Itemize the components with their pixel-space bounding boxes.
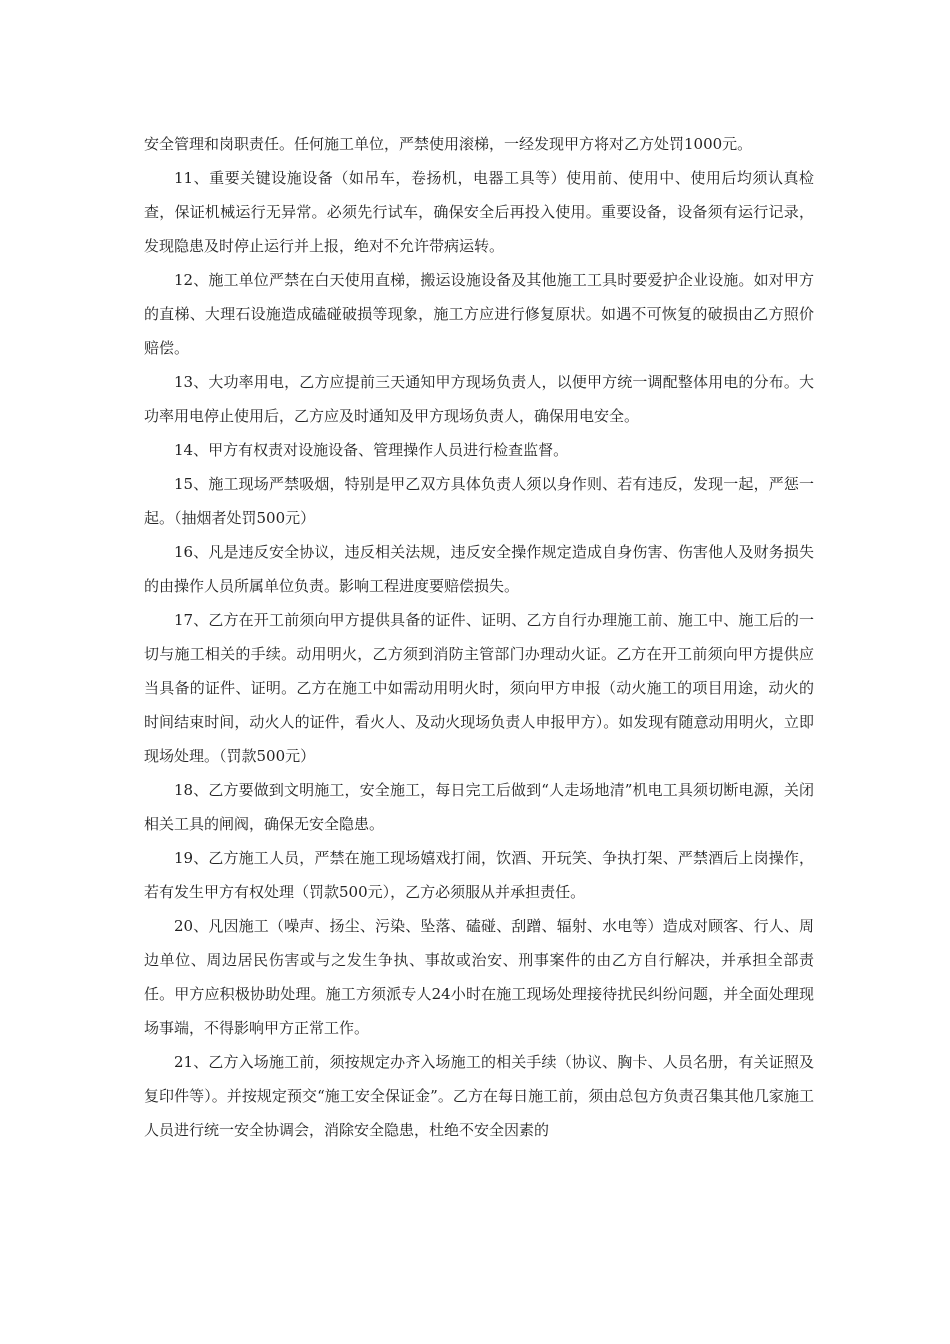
paragraph-continuation: 安全管理和岗职责任。任何施工单位，严禁使用滚梯，一经发现甲方将对乙方处罚1000元。 <box>144 135 753 153</box>
paragraph-item-18: 18、乙方要做到文明施工，安全施工，每日完工后做到“人走场地清”机电工具须切断电源，关闭相关工具的闸阀，确保无安全隐患。 <box>144 781 814 833</box>
paragraph-item-12: 12、施工单位严禁在白天使用直梯，搬运设施设备及其他施工工具时要爱护企业设施。如对甲方的直梯、大理石设施造成磕碰破损等现象，施工方应进行修复原状。如遇不可恢复的破损由乙方照价赔偿。 <box>144 271 814 357</box>
paragraph-item-20: 20、凡因施工（噪声、扬尘、污染、坠落、磕碰、刮蹭、辐射、水电等）造成对顾客、行人、周边单位、周边居民伤害或与之发生争执、事故或治安、刑事案件的由乙方自行解决，并承担全部责任。甲方应积极协助处理。施工方须派专人24小时在施工现场处理接待扰民纠纷问题，并全面处理现场事端，不得影响甲方正常工作。 <box>144 917 814 1037</box>
document-page <box>144 127 814 1147</box>
paragraph-item-14: 14、甲方有权责对设施设备、管理操作人员进行检查监督。 <box>174 441 569 459</box>
paragraph-item-11: 11、重要关键设施设备（如吊车，卷扬机，电器工具等）使用前、使用中、使用后均须认真检查，保证机械运行无异常。必须先行试车，确保安全后再投入使用。重要设备，设备须有运行记录，发现隐患及时停止运行并上报，绝对不允许带病运转。 <box>144 169 814 255</box>
paragraph-item-16: 16、凡是违反安全协议，违反相关法规，违反安全操作规定造成自身伤害、伤害他人及财务损失的由操作人员所属单位负责。影响工程进度要赔偿损失。 <box>144 543 814 595</box>
paragraph-item-21: 21、乙方入场施工前，须按规定办齐入场施工的相关手续（协议、胸卡、人员名册，有关证照及复印件等）。并按规定预交“施工安全保证金”。乙方在每日施工前，须由总包方负责召集其他几家施工人员进行统一安全协调会，消除安全隐患，杜绝不安全因素的 <box>144 1053 814 1139</box>
paragraph-item-13: 13、大功率用电，乙方应提前三天通知甲方现场负责人，以便甲方统一调配整体用电的分布。大功率用电停止使用后，乙方应及时通知及甲方现场负责人，确保用电安全。 <box>144 373 814 425</box>
paragraph-item-15: 15、施工现场严禁吸烟，特别是甲乙双方具体负责人须以身作则、若有违反，发现一起，严惩一起。（抽烟者处罚500元） <box>144 475 814 527</box>
paragraph-item-19: 19、乙方施工人员，严禁在施工现场嬉戏打闹，饮酒、开玩笑、争执打架、严禁酒后上岗操作，若有发生甲方有权处理（罚款500元），乙方必须服从并承担责任。 <box>144 849 814 901</box>
paragraph-item-17: 17、乙方在开工前须向甲方提供具备的证件、证明、乙方自行办理施工前、施工中、施工后的一切与施工相关的手续。动用明火，乙方须到消防主管部门办理动火证。乙方在开工前须向甲方提供应当具备的证件、证明。乙方在施工中如需动用明火时，须向甲方申报（动火施工的项目用途，动火的时间结束时间，动火人的证件，看火人、及动火现场负责人申报甲方）。如发现有随意动用明火，立即现场处理。（罚款500元） <box>144 611 814 765</box>
